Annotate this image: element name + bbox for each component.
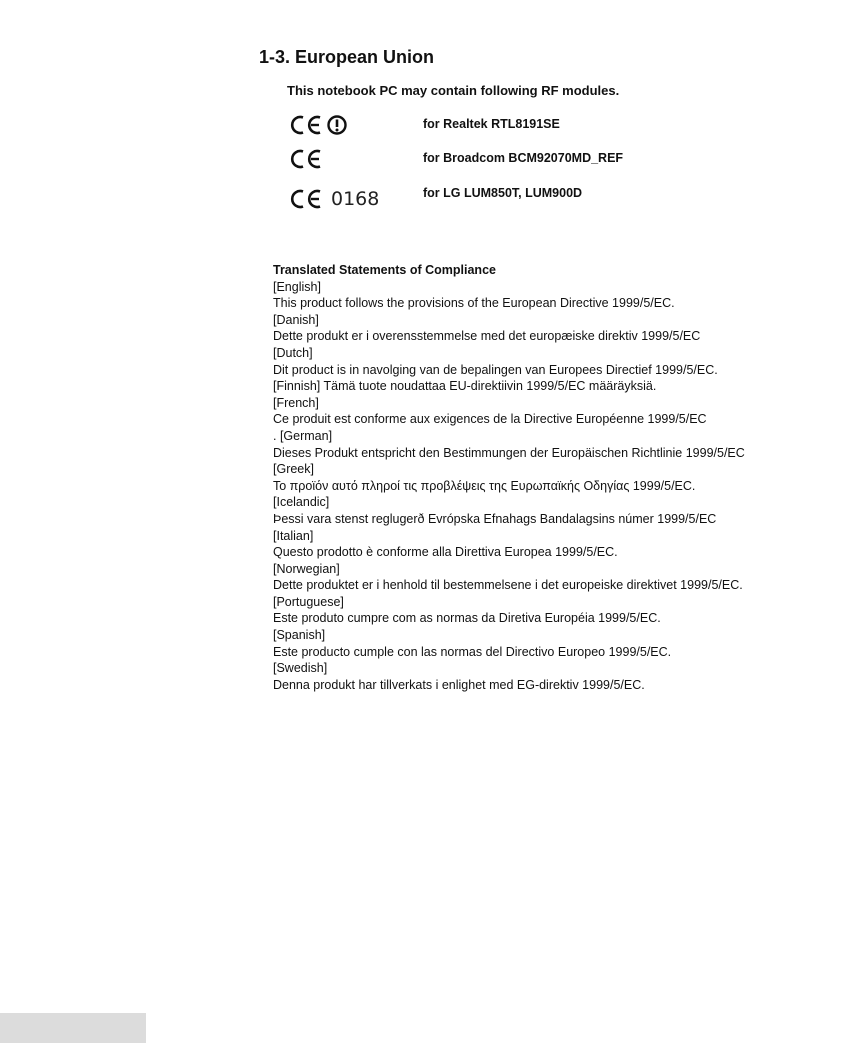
compliance-line: Dieses Produkt entspricht den Bestimmungen der Europäischen Richtlinie 1999/5/EC [273,445,745,460]
notified-body-number: 0168 [331,188,380,210]
intro-text: This notebook PC may contain following RF modules. [287,83,620,98]
ce-mark-icon [290,188,324,210]
compliance-line: Questo prodotto è conforme alla Direttiva Europea 1999/5/EC. [273,545,618,560]
module-description: for LG LUM850T, LUM900D [423,186,583,200]
compliance-line: [Italian] [273,528,314,543]
footer-bar [0,1013,146,1043]
module-row [290,146,790,172]
compliance-line: Este produto cumpre com as normas da Diretiva Européia 1999/5/EC. [273,611,661,626]
marks [290,146,324,172]
compliance-line: Το προϊόν αυτό πληροί τις προβλέψεις της Ευρωπαϊκής Οδηγίας 1999/5/EC. [273,478,696,493]
compliance-line: [Danish] [273,312,319,327]
compliance-line: [French] [273,395,319,410]
compliance-line: [English] [273,279,321,294]
alert-mark-icon [326,114,348,136]
module-description: for Broadcom BCM92070MD_REF [423,151,624,165]
compliance-line: [Dutch] [273,345,313,360]
compliance-line: [Greek] [273,462,314,477]
compliance-line: Denna produkt har tillverkats i enlighet med EG-direktiv 1999/5/EC. [273,677,645,692]
section-title: 1-3. European Union [259,47,435,67]
compliance-line: . [German] [273,428,333,443]
compliance-line: Dit product is in navolging van de bepalingen van Europees Directief 1999/5/EC. [273,362,718,377]
compliance-line: Ce produit est conforme aux exigences de la Directive Européenne 1999/5/EC [273,412,707,427]
compliance-heading: Translated Statements of Compliance [273,263,496,277]
compliance-line: [Spanish] [273,628,326,643]
compliance-line: [Swedish] [273,661,328,676]
module-row [290,112,790,138]
compliance-line: Dette produktet er i henhold til bestemmelsene i det europeiske direktivet 1999/5/EC. [273,578,743,593]
compliance-line: [Icelandic] [273,495,330,510]
compliance-line: This product follows the provisions of the European Directive 1999/5/EC. [273,296,675,311]
compliance-line: [Finnish] Tämä tuote noudattaa EU-direktiivin 1999/5/EC määräyksiä. [273,379,657,394]
compliance-line: Este producto cumple con las normas del Directivo Europeo 1999/5/EC. [273,644,672,659]
compliance-line: [Norwegian] [273,561,340,576]
ce-mark-icon [290,148,324,170]
marks [290,112,348,138]
compliance-line: [Portuguese] [273,594,344,609]
module-description: for Realtek RTL8191SE [423,117,560,131]
compliance-line: Dette produkt er i overensstemmelse med det europæiske direktiv 1999/5/EC [273,329,701,344]
ce-mark-icon [290,114,324,136]
compliance-line: Þessi vara stenst reglugerð Evrópska Efnahags Bandalagsins númer 1999/5/EC [273,511,717,526]
module-row [290,186,790,212]
compliance-statements [273,262,853,693]
marks [290,186,379,212]
